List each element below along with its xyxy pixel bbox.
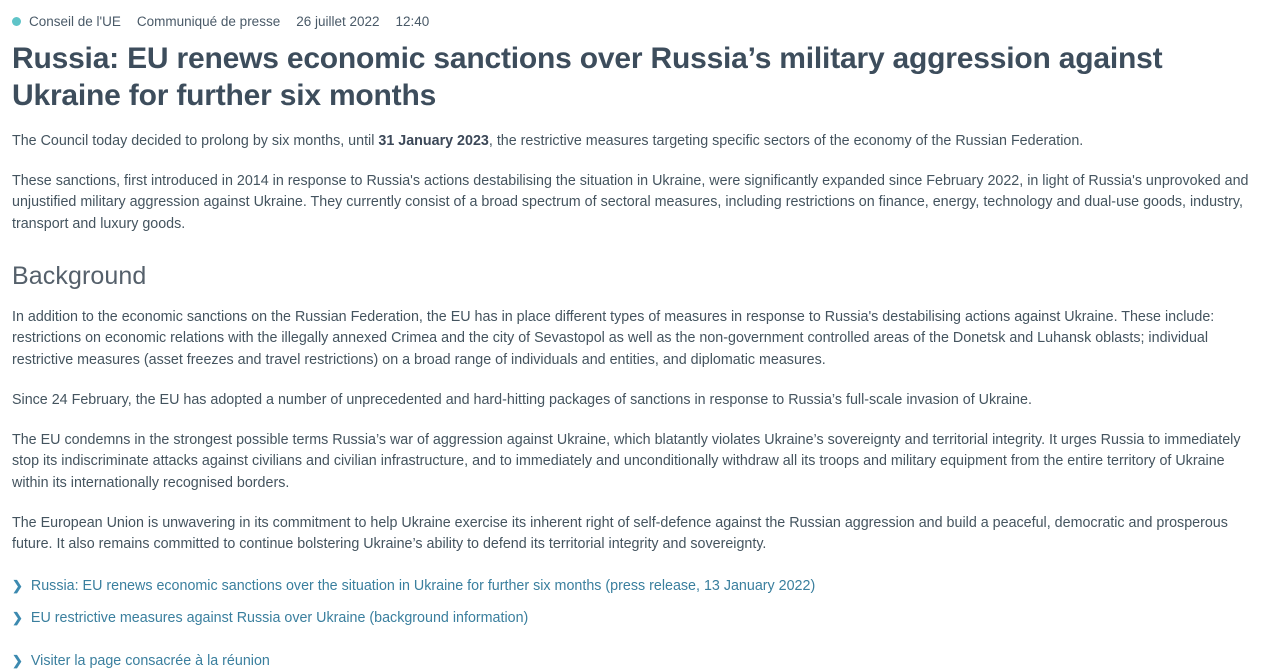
meta-source: Conseil de l'UE bbox=[29, 14, 121, 29]
paragraph-3: In addition to the economic sanctions on the Russian Federation, the EU has in place different types of measures in response to Russia's destabilising actions against Ukraine. These include: restrictions on economic relations with the illegally annexed Crimea and the city of Sevastopol as well as the non-government controlled areas of the Donetsk and Luhansk oblasts; individual restrictive measures (asset freezes and travel restrictions) on a broad range of individuals and entities, and diplomatic measures. bbox=[12, 308, 1215, 369]
meta-time: 12:40 bbox=[395, 14, 430, 29]
paragraph-6: The European Union is unwavering in its commitment to help Ukraine exercise its inherent right of self-defence against the Russian aggression and build a peaceful, democratic and prosperous future. It also remains committed to continue bolstering Ukraine’s ability to defend its territorial integrity and sovereignty. bbox=[12, 514, 1228, 553]
paragraph-2: These sanctions, first introduced in 2014 in response to Russia's actions destabilising the situation in Ukraine, were significantly expanded since February 2022, in light of Russia's unprovoked and unjustified military aggression against Ukraine. They currently consist of a broad spectrum of sectoral measures, including restrictions on finance, energy, technology and dual-use goods, industry, transport and luxury goods. bbox=[12, 172, 1249, 232]
meta-type: Communiqué de presse bbox=[136, 14, 281, 29]
chevron-right-icon: ❯ bbox=[12, 578, 23, 594]
section-heading-background: Background bbox=[12, 261, 147, 290]
chevron-right-icon: ❯ bbox=[12, 653, 23, 668]
lead-text-before: The Council today decided to prolong by six months, until bbox=[12, 132, 379, 149]
related-link-1[interactable]: Russia: EU renews economic sanctions over the situation in Ukraine for further six months (press release, 13 January 2022) bbox=[30, 578, 816, 595]
list-item[interactable] bbox=[12, 576, 1258, 597]
article-meta bbox=[12, 14, 1258, 29]
meta-date: 26 juillet 2022 bbox=[296, 14, 380, 29]
related-links bbox=[12, 576, 1258, 672]
list-item[interactable] bbox=[12, 651, 1258, 672]
lead-text-after: , the restrictive measures targeting specific sectors of the economy of the Russian Federation. bbox=[488, 132, 1084, 149]
meeting-page-link[interactable]: Visiter la page consacrée à la réunion bbox=[30, 653, 270, 669]
list-item[interactable] bbox=[12, 608, 1258, 629]
lead-date-highlight: 31 January 2023 bbox=[378, 132, 489, 149]
source-dot-icon bbox=[12, 17, 21, 26]
related-link-2[interactable]: EU restrictive measures against Russia over Ukraine (background information) bbox=[30, 609, 529, 626]
paragraph-5: The EU condemns in the strongest possible terms Russia’s war of aggression against Ukraine, which blatantly violates Ukraine’s sovereignty and territorial integrity. It urges Russia to immediately stop its indiscriminate attacks against civilians and civilian infrastructure, and to immediately and unconditionally withdraw all its troops and military equipment from the entire territory of Ukraine within its internationally recognised borders. bbox=[12, 431, 1241, 491]
lead-paragraph bbox=[12, 131, 1258, 153]
page-title: Russia: EU renews economic sanctions over Russia’s military aggression against Ukraine for further six months bbox=[12, 42, 1163, 112]
paragraph-4: Since 24 February, the EU has adopted a number of unprecedented and hard-hitting packages of sanctions in response to Russia’s full-scale invasion of Ukraine. bbox=[12, 391, 1032, 408]
chevron-right-icon: ❯ bbox=[12, 609, 23, 625]
